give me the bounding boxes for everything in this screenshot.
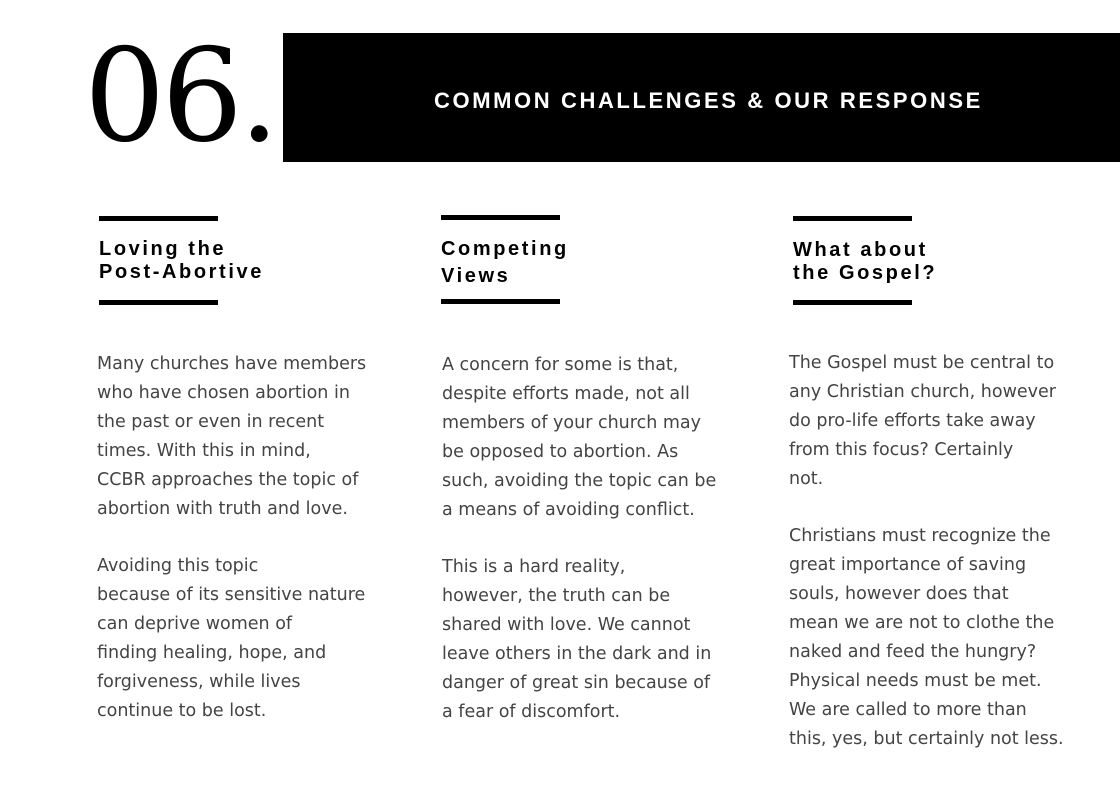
text-line: CCBR approaches the topic of (97, 470, 359, 490)
heading-rule-top (441, 215, 560, 220)
text-line: a means of avoiding conflict. (442, 500, 695, 520)
heading-rule-bottom (441, 299, 560, 304)
text-line: however, the truth can be (442, 586, 671, 606)
heading-rule-top (99, 216, 218, 221)
column-heading (793, 239, 937, 285)
body-paragraph (97, 350, 366, 524)
text-line: The Gospel must be central to (789, 353, 1055, 373)
column-heading-line: Views (441, 265, 511, 287)
text-line: from this focus? Certainly (789, 440, 1014, 460)
text-line: times. With this in mind, (97, 441, 311, 461)
column-heading (441, 236, 569, 290)
text-line: mean we are not to clothe the (789, 613, 1055, 633)
body-paragraph (789, 522, 1064, 754)
text-line: can deprive women of (97, 614, 293, 634)
text-line: such, avoiding the topic can be (442, 471, 717, 491)
text-line: because of its sensitive nature (97, 585, 366, 605)
column-heading (99, 238, 264, 284)
text-line: this, yes, but certainly not less. (789, 729, 1064, 749)
body-paragraph (442, 553, 711, 727)
text-line: despite efforts made, not all (442, 384, 690, 404)
heading-rule-bottom (793, 300, 912, 305)
text-line: Physical needs must be met. (789, 671, 1042, 691)
text-line: We are called to more than (789, 700, 1027, 720)
text-line: continue to be lost. (97, 701, 267, 721)
text-line: do pro-life efforts take away (789, 411, 1036, 431)
text-line: abortion with truth and love. (97, 499, 348, 519)
heading-rule-top (793, 216, 912, 221)
text-line: souls, however does that (789, 584, 1009, 604)
text-line: any Christian church, however (789, 382, 1056, 402)
text-line: finding healing, hope, and (97, 643, 327, 663)
text-line: members of your church may (442, 413, 701, 433)
text-line: a fear of discomfort. (442, 702, 621, 722)
column-heading-line: Competing (441, 238, 569, 260)
text-line: forgiveness, while lives (97, 672, 301, 692)
text-line: great importance of saving (789, 555, 1027, 575)
text-line: Avoiding this topic (97, 556, 259, 576)
section-number: 06. (84, 22, 276, 171)
text-line: Many churches have members (97, 354, 367, 374)
header-title: COMMON CHALLENGES & OUR RESPONSE (434, 88, 983, 113)
body-paragraph (442, 351, 716, 525)
column-heading-line: Loving the (99, 238, 227, 260)
heading-rule-bottom (99, 300, 218, 305)
text-line: not. (789, 469, 824, 489)
text-line: the past or even in recent (97, 412, 325, 432)
text-line: danger of great sin because of (442, 673, 711, 693)
column-heading-line: What about (793, 239, 928, 261)
column-heading-line: Post-Abortive (99, 261, 264, 283)
text-line: leave others in the dark and in (442, 644, 712, 664)
text-line: naked and feed the hungry? (789, 642, 1037, 662)
header-banner (283, 33, 1120, 162)
column-heading-line: the Gospel? (793, 262, 938, 284)
text-line: Christians must recognize the (789, 526, 1051, 546)
body-paragraph (789, 349, 1056, 494)
text-line: who have chosen abortion in (97, 383, 350, 403)
text-line: A concern for some is that, (442, 355, 679, 375)
text-line: This is a hard reality, (442, 557, 626, 577)
body-paragraph (97, 552, 365, 726)
text-line: be opposed to abortion. As (442, 442, 679, 462)
text-line: shared with love. We cannot (442, 615, 691, 635)
